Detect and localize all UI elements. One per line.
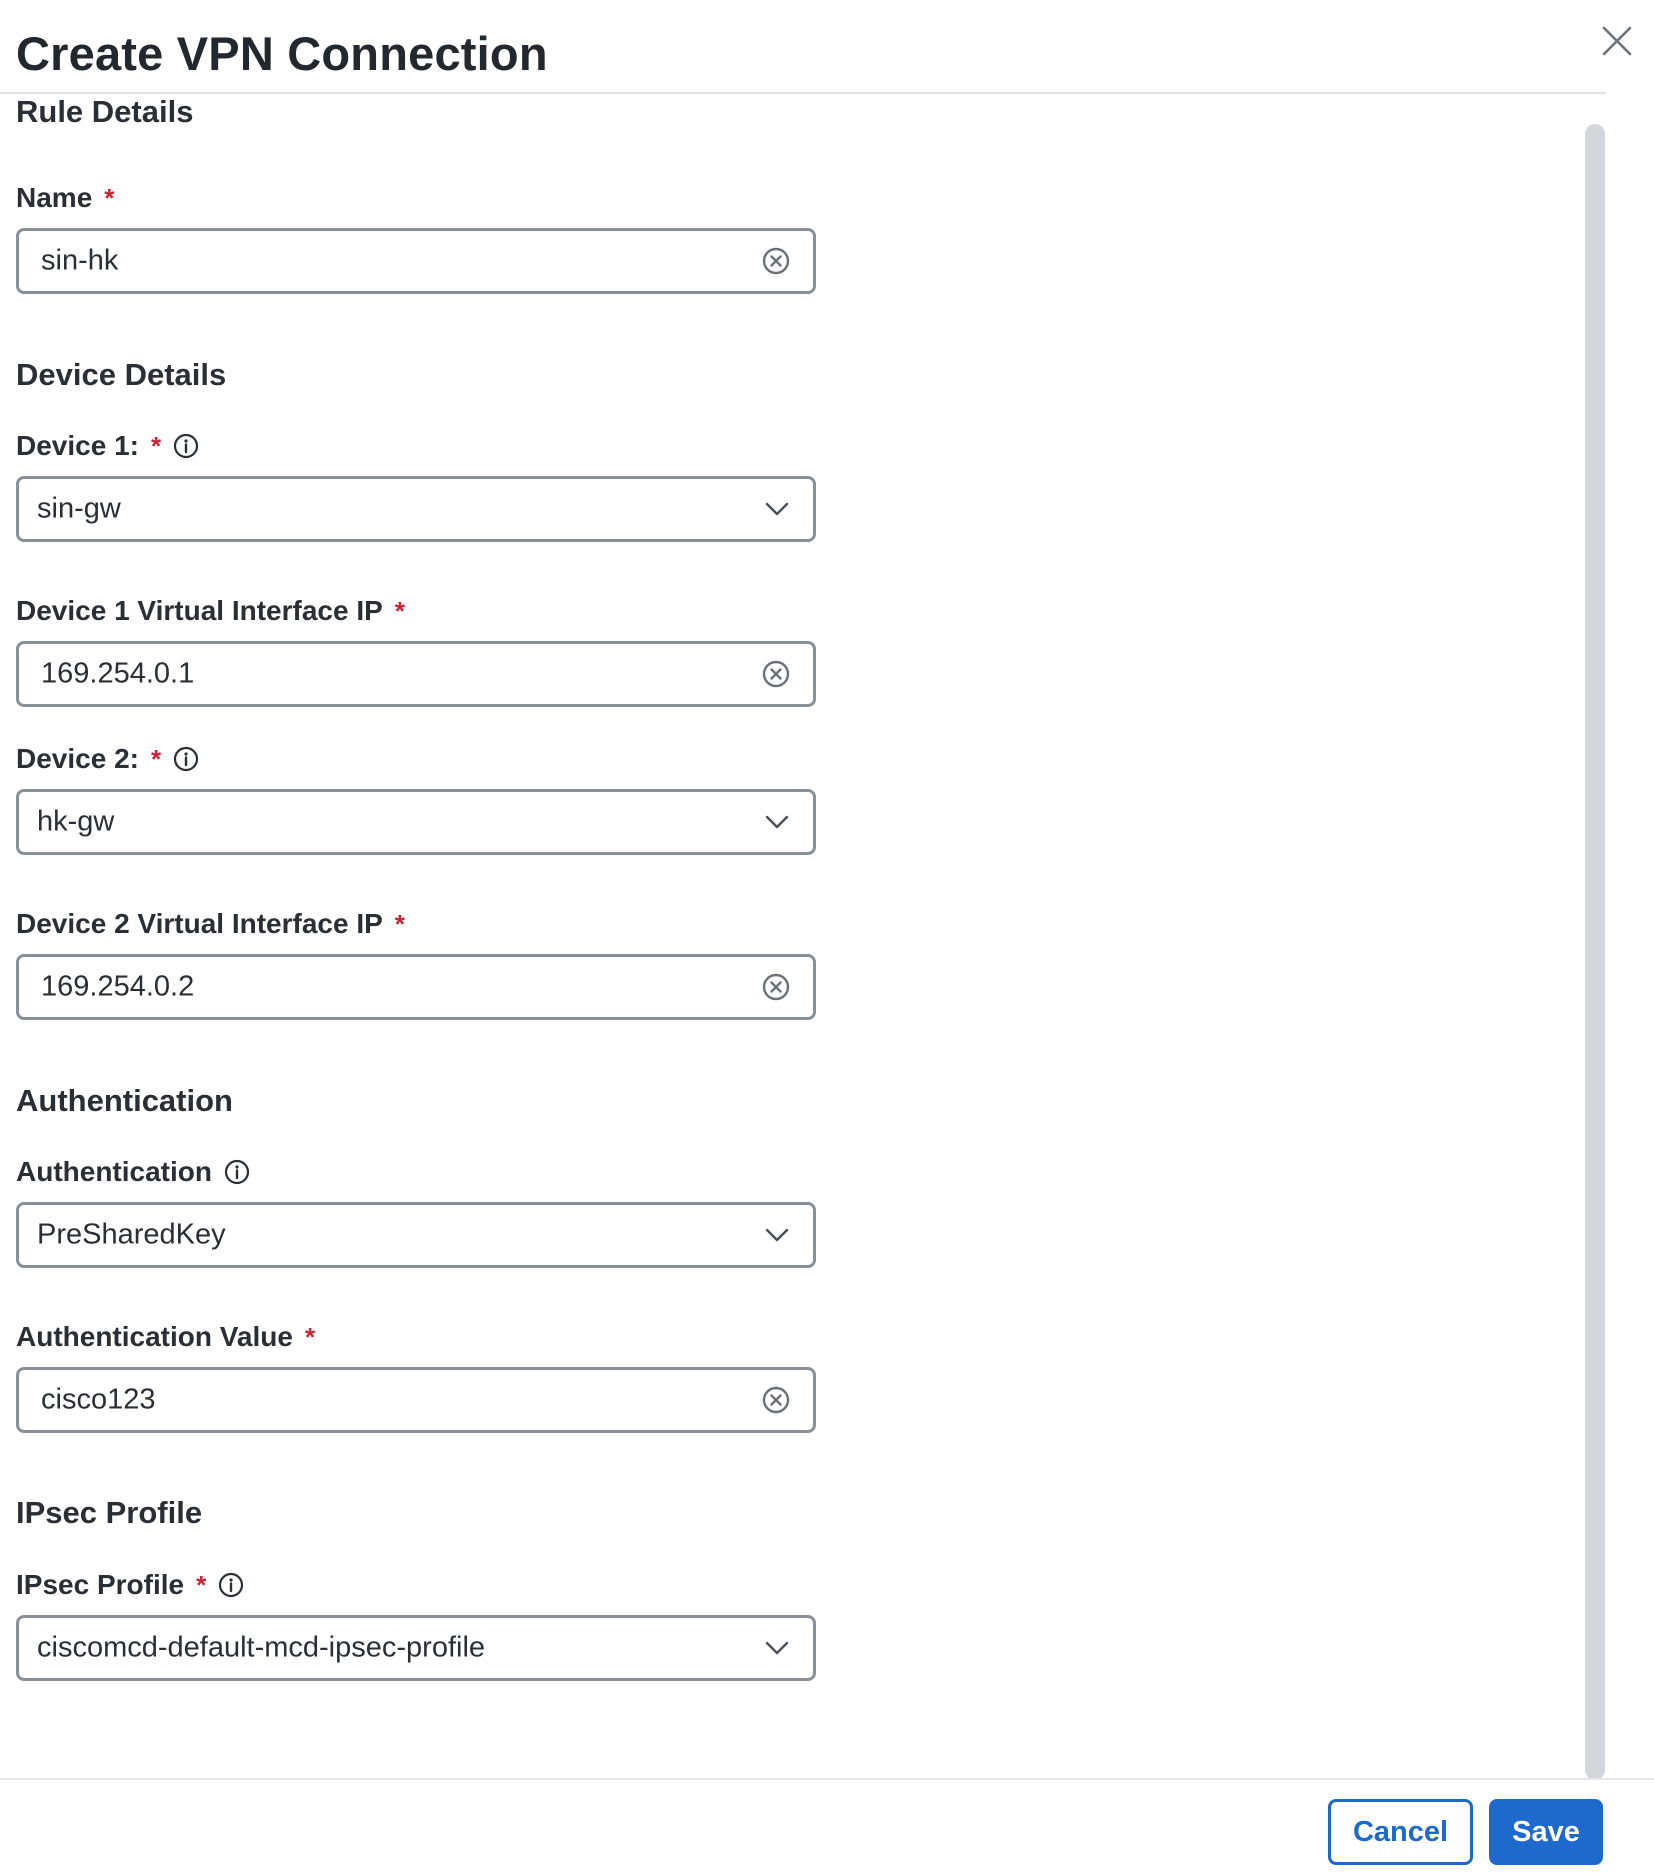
device1-ip-input[interactable] [16,641,816,707]
header-divider [0,92,1606,94]
clear-icon[interactable] [761,972,791,1002]
device1-label-text: Device 1: [16,430,139,461]
auth-value-label [16,1321,315,1353]
section-ipsec-profile: IPsec Profile [16,1495,203,1530]
device1-select-value[interactable]: sin-gw [37,492,121,525]
chevron-down-icon[interactable] [763,1634,791,1662]
chevron-down-icon[interactable] [763,1221,791,1249]
required-marker: * [394,595,405,626]
info-icon[interactable] [173,746,199,772]
device2-ip-label-text: Device 2 Virtual Interface IP [16,908,383,939]
section-device-details: Device Details [16,357,227,392]
name-input[interactable] [16,228,816,294]
name-label-text: Name [16,182,93,213]
footer-divider [0,1778,1654,1780]
name-input-value[interactable]: sin-hk [41,244,119,277]
chevron-down-icon[interactable] [763,808,791,836]
device2-label [16,743,199,775]
device2-select[interactable] [16,789,816,855]
device2-label-text: Device 2: [16,743,139,774]
auth-value-input-value[interactable]: cisco123 [41,1383,156,1416]
dialog-title: Create VPN Connection [16,27,548,80]
required-marker: * [104,182,115,213]
authentication-select[interactable] [16,1202,816,1268]
ipsec-profile-select[interactable] [16,1615,816,1681]
device1-label [16,430,199,462]
device2-ip-label [16,908,405,940]
authentication-label [16,1156,250,1188]
section-rule-details: Rule Details [16,94,194,129]
save-button[interactable]: Save [1489,1799,1603,1865]
device2-ip-input[interactable] [16,954,816,1020]
clear-icon[interactable] [761,1385,791,1415]
clear-icon[interactable] [761,246,791,276]
scrollbar-thumb[interactable] [1585,124,1605,1780]
required-marker: * [150,743,162,774]
close-icon[interactable] [1600,24,1634,58]
auth-value-input[interactable] [16,1367,816,1433]
info-icon[interactable] [218,1572,244,1598]
device2-ip-input-value[interactable]: 169.254.0.2 [41,970,195,1003]
ipsec-profile-label [16,1569,244,1601]
required-marker: * [196,1569,207,1600]
device1-select[interactable] [16,476,816,542]
section-authentication: Authentication [16,1083,233,1118]
required-marker: * [394,908,405,939]
info-icon[interactable] [173,433,199,459]
device1-ip-label-text: Device 1 Virtual Interface IP [16,595,383,626]
clear-icon[interactable] [761,659,791,689]
cancel-button[interactable]: Cancel [1328,1799,1473,1865]
required-marker: * [304,1321,316,1352]
auth-value-label-text: Authentication Value [16,1321,293,1352]
device2-select-value[interactable]: hk-gw [37,805,115,838]
authentication-select-value[interactable]: PreSharedKey [37,1218,226,1251]
info-icon[interactable] [224,1159,250,1185]
device1-ip-input-value[interactable]: 169.254.0.1 [41,657,195,690]
device1-ip-label [16,595,405,627]
authentication-label-text: Authentication [16,1156,212,1187]
ipsec-profile-select-value[interactable]: ciscomcd-default-mcd-ipsec-profile [37,1631,486,1664]
ipsec-profile-label-text: IPsec Profile [16,1569,185,1600]
chevron-down-icon[interactable] [763,495,791,523]
required-marker: * [150,430,162,461]
name-label [16,182,114,214]
